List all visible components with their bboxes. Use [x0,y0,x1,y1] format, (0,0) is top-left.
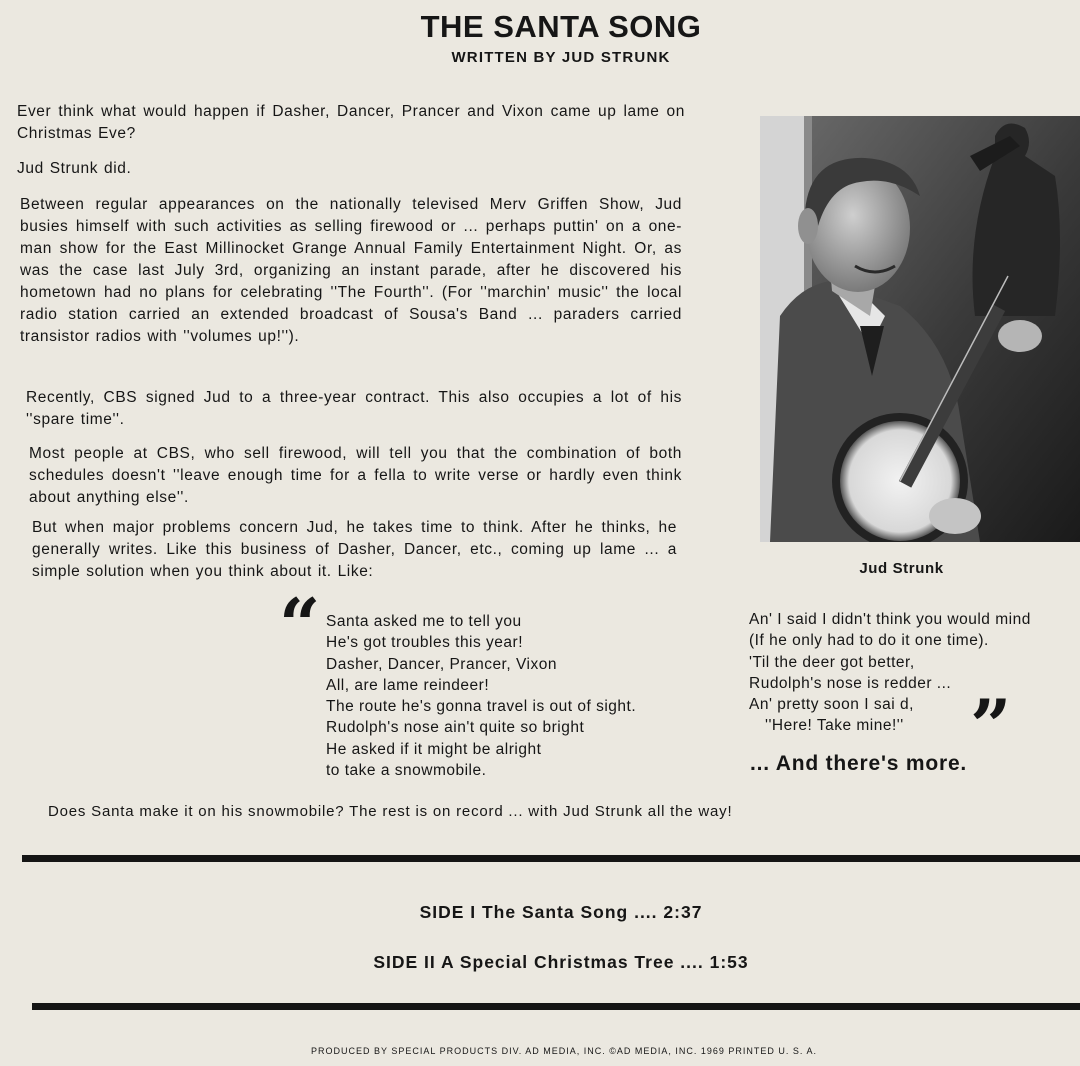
biography-paragraph: Between regular appearances on the nationally televised Merv Griffen Show, Jud busies himself with such activities as selling firewood or ... perhaps puttin' on a one-man show for the East Millinocket Grange Annual Family Entertainment Night. Or, as was the case last July 3rd, organizing an instant parade, after he discovered his hometown had no plans for celebrating ''The Fourth''. (For ''marchin' music'' the local radio station carried an extended broadcast of Sousa's Band ... paraders carried transistor radios with ''volumes up!''). [20,196,682,345]
open-quote-mark: “ [279,582,321,667]
track-side-1: SIDE I The Santa Song .... 2:37 [419,902,703,922]
lyric-line: ''Here! Take mine!'' [765,717,904,735]
lyric-line: Dasher, Dancer, Prancer, Vixon [326,655,557,673]
lyric-line: The route he's gonna travel is out of sight. [326,698,637,716]
lyric-line: (If he only had to do it one time). [749,632,989,650]
schedule-paragraph: Most people at CBS, who sell firewood, will tell you that the combination of both schedules doesn't ''leave enough time for a fella to write verse or hardly even think about anything else''. [29,445,682,506]
lyric-line: He asked if it might be alright [326,740,542,758]
production-credit: PRODUCED BY SPECIAL PRODUCTS DIV. AD MEDIA, INC. ©AD MEDIA, INC. 1969 PRINTED U. S. A. [311,1046,817,1056]
page-title: THE SANTA SONG [420,9,702,44]
more-teaser: ... And there's more. [750,752,968,775]
photo-caption: Jud Strunk [859,560,944,577]
lyric-line: An' pretty soon I sai d, [749,696,914,714]
problems-paragraph: But when major problems concern Jud, he takes time to think. After he thinks, he generally writes. Like this business of Dasher, Dancer, etc., coming up lame ... a simple solution when you think about it. Like: [32,519,677,580]
intro-paragraph: Ever think what would happen if Dasher, Dancer, Prancer and Vixon came up lame on Christmas Eve? [17,103,685,142]
lyric-line: to take a snowmobile. [326,762,487,780]
top-divider [22,855,1080,862]
lyric-line: An' I said I didn't think you would mind [749,611,1031,628]
lyric-line: He's got troubles this year! [326,634,524,652]
lyric-line: Rudolph's nose is redder ... [749,674,952,692]
lyric-line: Rudolph's nose ain't quite so bright [326,719,585,737]
close-quote-mark: ” [970,683,1012,768]
lyric-line: Santa asked me to tell you [326,613,522,630]
closing-teaser: Does Santa make it on his snowmobile? The rest is on record ... with Jud Strunk all the way! [48,803,733,820]
cbs-paragraph: Recently, CBS signed Jud to a three-year contract. This also occupies a lot of his ''spare time''. [26,389,682,428]
artist-with-banjo-image [760,116,1080,542]
artist-photo [760,116,1080,542]
lyric-line: All, are lame reindeer! [326,676,490,694]
lyrics-left-column [326,611,636,781]
intro-answer: Jud Strunk did. [17,160,132,177]
track-side-2: SIDE II A Special Christmas Tree .... 1:53 [373,952,749,972]
lyric-line: 'Til the deer got better, [749,653,915,671]
lyrics-right-column [749,609,1080,737]
bottom-divider [32,1003,1080,1010]
author-credit: WRITTEN BY JUD STRUNK [451,49,671,66]
